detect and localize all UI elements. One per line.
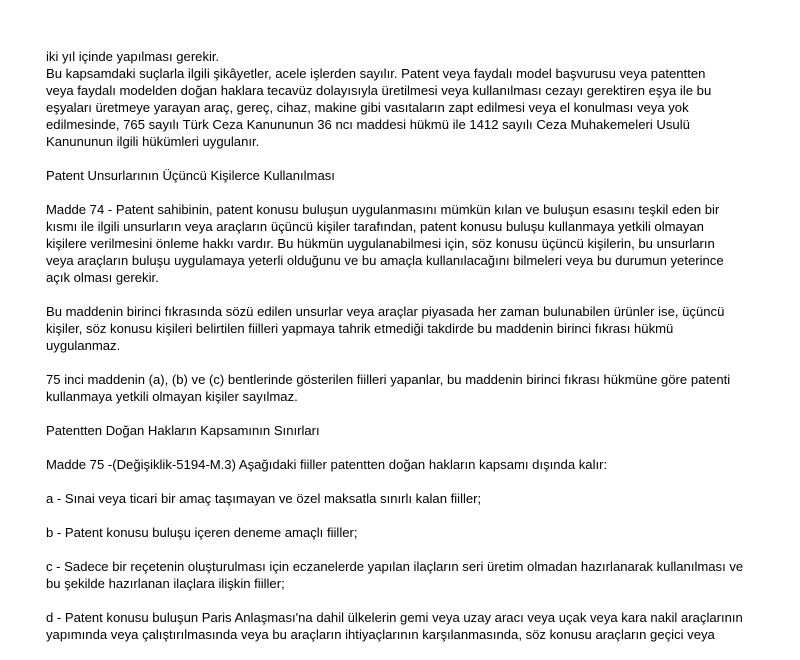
paragraph <box>46 490 761 507</box>
text-line: 75 inci maddenin (a), (b) ve (c) bentlerinde gösterilen fiilleri yapanlar, bu maddenin birinci fıkrası hükmüne göre patenti <box>46 372 731 387</box>
text-line: veya faydalı modelden doğan haklara tecavüz dolayısıyla üretilmesi veya kullanılması cezayı gerektiren eşya ile bu <box>46 83 712 98</box>
text-line: kısmı ile ilgili unsurların veya araçların üçüncü kişiler tarafından, patent konusu buluşu kullanmaya yetkili olmayan <box>46 219 704 234</box>
text-line: bu şekilde hazırlanan ilaçlara ilişkin fiiller; <box>46 576 285 591</box>
text-line: uygulanmaz. <box>46 338 121 353</box>
text-line: c - Sadece bir reçetenin oluşturulması için eczanelerde yapılan ilaçların seri üretim olmadan hazırlanarak kullanılması ve <box>46 559 744 574</box>
text-line: Madde 75 -(Değişiklik-5194-M.3) Aşağıdaki fiiller patentten doğan hakların kapsamı dışında kalır: <box>46 457 608 472</box>
text-line: veya araçların buluşu uygulamaya yeterli olduğunu ve bu amaçla kullanılacağını bilmeleri veya bu durumun yeterince <box>46 253 724 268</box>
text-line: Madde 74 - Patent sahibinin, patent konusu buluşun uygulanmasını mümkün kılan ve buluşun esasını teşkil eden bir <box>46 202 720 217</box>
paragraph <box>46 422 761 439</box>
text-line: yapımında veya çalıştırılmasında veya bu araçların ihtiyaçlarının karşılanmasında, söz konusu araçların geçici veya <box>46 627 715 642</box>
text-line: kişiler, söz konusu kişileri belirtilen fiilleri yapmaya tahrik etmediği takdirde bu maddenin birinci fıkrası hükmü <box>46 321 674 336</box>
text-line: kişilere verilmesini önleme hakkı vardır. Bu hükmün uygulanabilmesi için, söz konusu üçüncü kişilerin, bu unsurların <box>46 236 715 251</box>
text-line: iki yıl içinde yapılması gerekir. <box>46 49 220 64</box>
text-line: d - Patent konusu buluşun Paris Anlaşması'na dahil ülkelerin gemi veya uzay aracı veya uçak veya kara nakil araçlarının <box>46 610 743 625</box>
text-line: a - Sınai veya ticari bir amaç taşımayan ve özel maksatla sınırlı kalan fiiller; <box>46 491 482 506</box>
paragraph <box>46 524 761 541</box>
text-line: edilmesinde, 765 sayılı Türk Ceza Kanununun 36 ncı maddesi hükmü ile 1412 sayılı Ceza Muhakemeleri Usulü <box>46 117 690 132</box>
paragraph <box>46 558 761 592</box>
paragraph <box>46 201 761 286</box>
paragraph <box>46 609 761 643</box>
text-line: Bu maddenin birinci fıkrasında sözü edilen unsurlar veya araçlar piyasada her zaman bulunabilen ürünler ise, üçüncü <box>46 304 725 319</box>
paragraph <box>46 48 761 150</box>
paragraph <box>46 167 761 184</box>
text-line: açık olması gerekir. <box>46 270 159 285</box>
text-line: Patent Unsurlarının Üçüncü Kişilerce Kullanılması <box>46 168 335 183</box>
text-line: Patentten Doğan Hakların Kapsamının Sınırları <box>46 423 320 438</box>
paragraph <box>46 371 761 405</box>
text-line: b - Patent konusu buluşu içeren deneme amaçlı fiiller; <box>46 525 358 540</box>
text-line: kullanmaya yetkili olmayan kişiler sayılmaz. <box>46 389 298 404</box>
text-line: Kanununun ilgili hükümleri uygulanır. <box>46 134 260 149</box>
paragraph <box>46 303 761 354</box>
paragraph <box>46 456 761 473</box>
document-body <box>46 48 761 660</box>
text-line: eşyaları üretmeye yarayan araç, gereç, cihaz, makine gibi vasıtaların zapt edilmesi veya el konulması veya yok <box>46 100 689 115</box>
text-line: Bu kapsamdaki suçlarla ilgili şikâyetler, acele işlerden sayılır. Patent veya faydalı model başvurusu veya patentten <box>46 66 706 81</box>
